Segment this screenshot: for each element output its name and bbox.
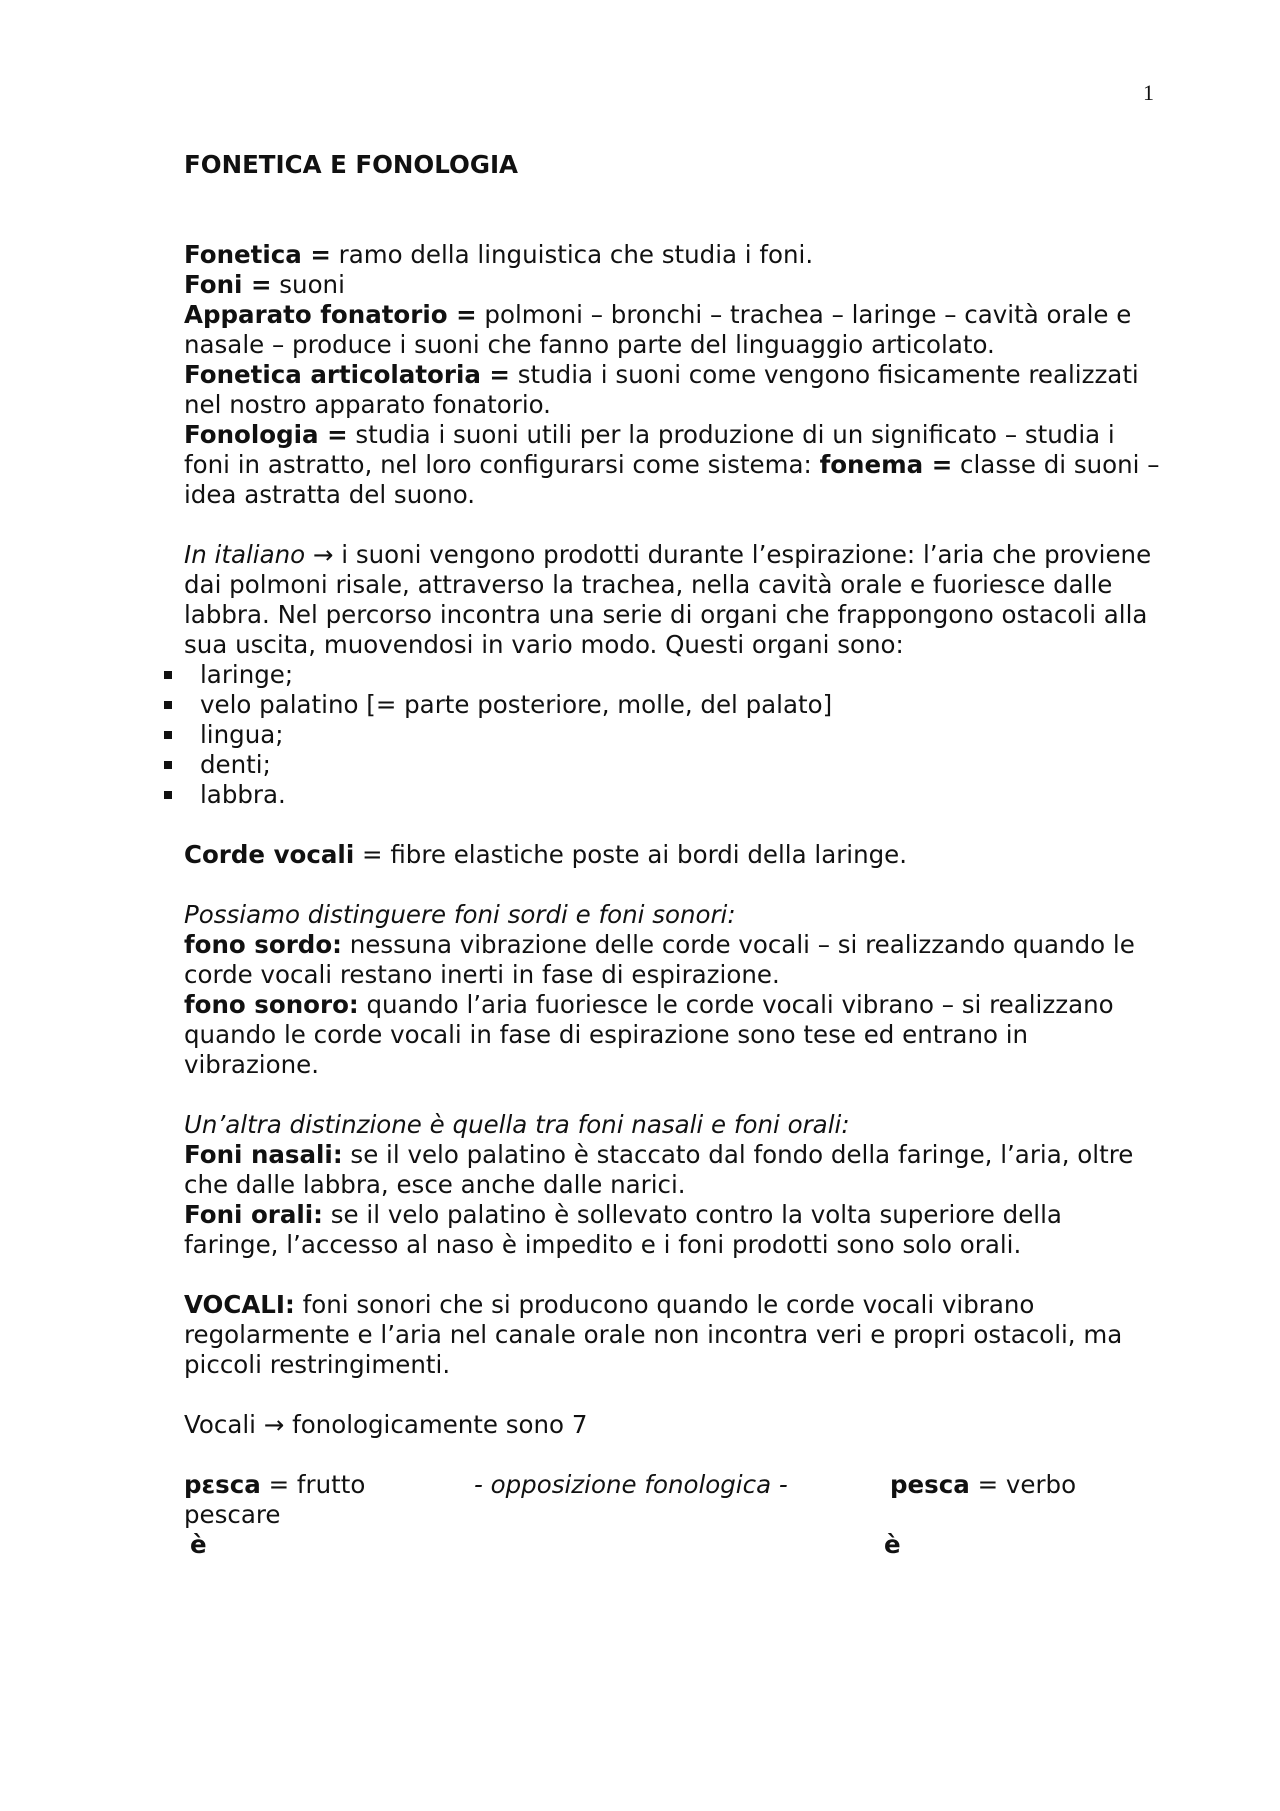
- count-text: fonologicamente sono 7: [292, 1410, 588, 1439]
- term: Foni orali:: [184, 1200, 323, 1229]
- sordi-sonori-intro: [184, 900, 1164, 930]
- meaning: = verbo: [969, 1470, 1077, 1499]
- definition-text: studia i suoni utili per la produzione di un significato – studia i foni in astratto, nel loro configurarsi come sistema:: [184, 420, 1115, 479]
- term: fono sordo:: [184, 930, 342, 959]
- term: Fonetica =: [184, 240, 331, 269]
- lead: Vocali: [184, 1410, 256, 1439]
- definition-articolatoria: [184, 360, 1164, 420]
- definition-text: quando l’aria fuoriesce le corde vocali vibrano – si realizzano quando le corde vocali in fase di espirazione sono tese ed entrano in vibrazione.: [184, 990, 1114, 1079]
- lead: In italiano: [184, 540, 306, 569]
- definition-corde: [184, 840, 1164, 870]
- definition-foni: [184, 270, 1164, 300]
- intro-text: Possiamo distinguere foni sordi e foni sonori:: [184, 900, 736, 929]
- definition-orali: [184, 1200, 1164, 1260]
- definition-nasali: [184, 1140, 1164, 1200]
- nasali-orali-intro: [184, 1110, 1164, 1140]
- spacer: [184, 510, 1164, 540]
- opposition-left: [184, 1470, 365, 1500]
- list-item: laringe;: [184, 660, 1164, 690]
- term: Foni =: [184, 270, 272, 299]
- vocali-count: [184, 1410, 1164, 1440]
- definition-text: suoni: [271, 270, 345, 299]
- accent-left: è: [190, 1530, 207, 1559]
- opposition-right: [890, 1470, 1076, 1500]
- spacer: [184, 1440, 1164, 1470]
- definition-text: foni sonori che si producono quando le corde vocali vibrano regolarmente e l’aria nel canale orale non incontra veri e propri ostacoli, ma piccoli restringimenti.: [184, 1290, 1123, 1379]
- definition-text: polmoni – bronchi – trachea – laringe – cavità orale e nasale – produce i suoni che fanno parte del linguaggio articolato.: [184, 300, 1132, 359]
- spacer: [184, 1080, 1164, 1110]
- term: VOCALI:: [184, 1290, 295, 1319]
- spacer: [184, 1380, 1164, 1410]
- organ-list: [184, 660, 1164, 810]
- opposition-row: [184, 1470, 1164, 1500]
- intro-text: Un’altra distinzione è quella tra foni nasali e foni orali:: [184, 1110, 850, 1139]
- list-item: denti;: [184, 750, 1164, 780]
- definition-fonologia: [184, 420, 1164, 510]
- term: pesca: [890, 1470, 970, 1499]
- definition-sordo: [184, 930, 1164, 990]
- definition-vocali: [184, 1290, 1164, 1380]
- definition-text: nessuna vibrazione delle corde vocali – si realizzando quando le corde vocali restano inerti in fase di espirazione.: [184, 930, 1135, 989]
- term: Fonologia =: [184, 420, 348, 449]
- meaning: = frutto: [260, 1470, 366, 1499]
- page-title: FONETICA E FONOLOGIA: [184, 150, 519, 179]
- definition-text: studia i suoni come vengono fisicamente realizzati nel nostro apparato fonatorio.: [184, 360, 1139, 419]
- spacer: [184, 810, 1164, 840]
- list-item: labbra.: [184, 780, 1164, 810]
- list-item: velo palatino [= parte posteriore, molle, del palato]: [184, 690, 1164, 720]
- opposition-continuation: pescare: [184, 1500, 281, 1529]
- definition-fonetica: [184, 240, 1164, 270]
- arrow-icon: →: [255, 1410, 293, 1439]
- definition-apparato: [184, 300, 1164, 360]
- term: fonema =: [819, 450, 953, 479]
- term: Apparato fonatorio =: [184, 300, 477, 329]
- label-text: - opposizione fonologica -: [474, 1470, 788, 1499]
- definition-text: se il velo palatino è staccato dal fondo della faringe, l’aria, oltre che dalle labbra, esce anche dalle narici.: [184, 1140, 1134, 1199]
- page-number: 1: [1143, 80, 1154, 105]
- arrow-icon: →: [305, 540, 342, 569]
- term: pεsca: [184, 1470, 261, 1499]
- document-body: [184, 150, 1164, 1560]
- italiano-paragraph: [184, 540, 1164, 660]
- definition-text: ramo della linguistica che studia i foni.: [330, 240, 814, 269]
- spacer: [184, 1260, 1164, 1290]
- accent-row: [184, 1530, 1164, 1560]
- opposition-label: [474, 1470, 788, 1500]
- term: Foni nasali:: [184, 1140, 343, 1169]
- definition-sonoro: [184, 990, 1164, 1080]
- definition-text: = fibre elastiche poste ai bordi della laringe.: [354, 840, 908, 869]
- paragraph-text: i suoni vengono prodotti durante l’espirazione: l’aria che proviene dai polmoni risale, attraverso la trachea, nella cavità orale e fuoriesce dalle labbra. Nel percorso incontra una serie di organi che frappongono ostacoli alla sua uscita, muovendosi in vario modo. Questi organi sono:: [184, 540, 1152, 659]
- accent-right: è: [884, 1530, 901, 1559]
- definition-text: se il velo palatino è sollevato contro la volta superiore della faringe, l’accesso al naso è impedito e i foni prodotti sono solo orali.: [184, 1200, 1062, 1259]
- list-item: lingua;: [184, 720, 1164, 750]
- definition-text: classe di suoni – idea astratta del suono.: [184, 450, 1160, 509]
- spacer: [184, 180, 1164, 240]
- term: Corde vocali: [184, 840, 355, 869]
- spacer: [184, 870, 1164, 900]
- term: Fonetica articolatoria =: [184, 360, 510, 389]
- term: fono sonoro:: [184, 990, 359, 1019]
